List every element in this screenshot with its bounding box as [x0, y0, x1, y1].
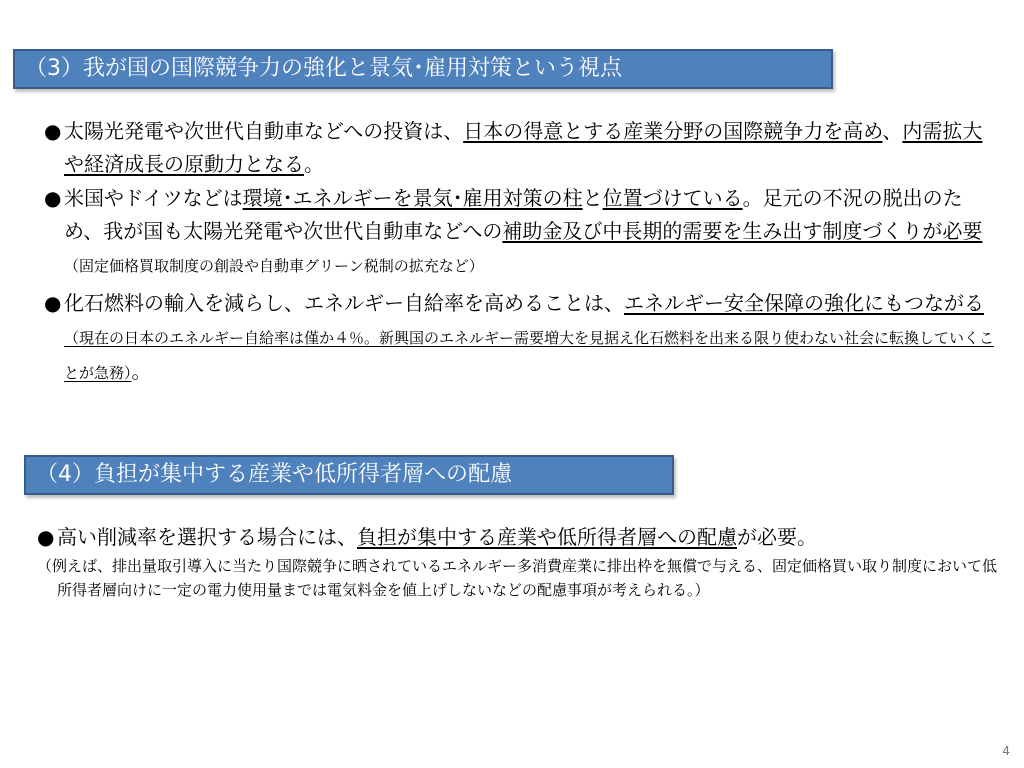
- paragraph-text: 高い削減率を選択する場合には、: [57, 525, 357, 549]
- paragraph-text: と: [582, 186, 603, 210]
- paragraph-text: 、: [882, 119, 903, 143]
- bullet-icon: ●: [37, 525, 55, 549]
- bullet-paragraph-policy: [44, 182, 994, 283]
- bullet-paragraph-burden: [37, 521, 1007, 602]
- underlined-text: 日本の得意とする産業分野の国際競争力を高め: [463, 119, 883, 143]
- paragraph-text: 化石燃料の輸入を減らし、エネルギー自給率を高めることは、: [64, 291, 624, 315]
- underlined-text: 負担が集中する産業や低所得者層への配慮: [357, 525, 737, 549]
- bullet-icon: ●: [44, 291, 62, 315]
- page-number: 4: [1002, 744, 1010, 758]
- bullet-paragraph-energy-security: [44, 287, 994, 390]
- section-3-heading: （3）我が国の国際競争力の強化と景気･雇用対策という視点: [13, 49, 833, 89]
- underlined-text: 補助金及び中長期的需要を生み出す制度づくりが必要: [502, 219, 983, 243]
- underlined-text: 環境･エネルギーを景気･雇用対策の柱: [242, 186, 583, 210]
- paragraph-text: 米国やドイツなどは: [64, 186, 243, 210]
- section-4-heading: （4）負担が集中する産業や低所得者層への配慮: [24, 455, 674, 495]
- paragraph-text: 。足元の不況の脱出のため、我が国も太陽光発電や次世代自動車などへの: [64, 186, 963, 243]
- paragraph-text: 。: [131, 359, 152, 383]
- bullet-icon: ●: [44, 186, 62, 210]
- underlined-note: （現在の日本のエネルギー自給率は僅か４％。新興国のエネルギー需要増大を見据え化石燃料を出来る限り使わない社会に転換していくことが急務）: [64, 329, 995, 382]
- paragraph-note: （例えば、排出量取引導入に当たり国際競争に晒されているエネルギー多消費産業に排出枠を無償で与える、固定価格買い取り制度において低所得者層向けに一定の電力使用量までは電気料金を値上げしないなどの配慮事項が考えられる。）: [37, 557, 998, 599]
- paragraph-text: が必要。: [737, 525, 817, 549]
- underlined-text: 内需拡大や経済成長の原動力となる: [64, 119, 983, 176]
- paragraph-text: 。: [304, 152, 324, 176]
- paragraph-note: （固定価格買取制度の創設や自動車グリーン税制の拡充など）: [64, 257, 484, 275]
- underlined-text: エネルギー安全保障の強化にもつながる: [624, 291, 984, 315]
- bullet-paragraph-investment: [44, 115, 994, 181]
- paragraph-text: 太陽光発電や次世代自動車などへの投資は、: [64, 119, 464, 143]
- bullet-icon: ●: [44, 119, 62, 143]
- underlined-text: 位置づけている: [602, 186, 743, 210]
